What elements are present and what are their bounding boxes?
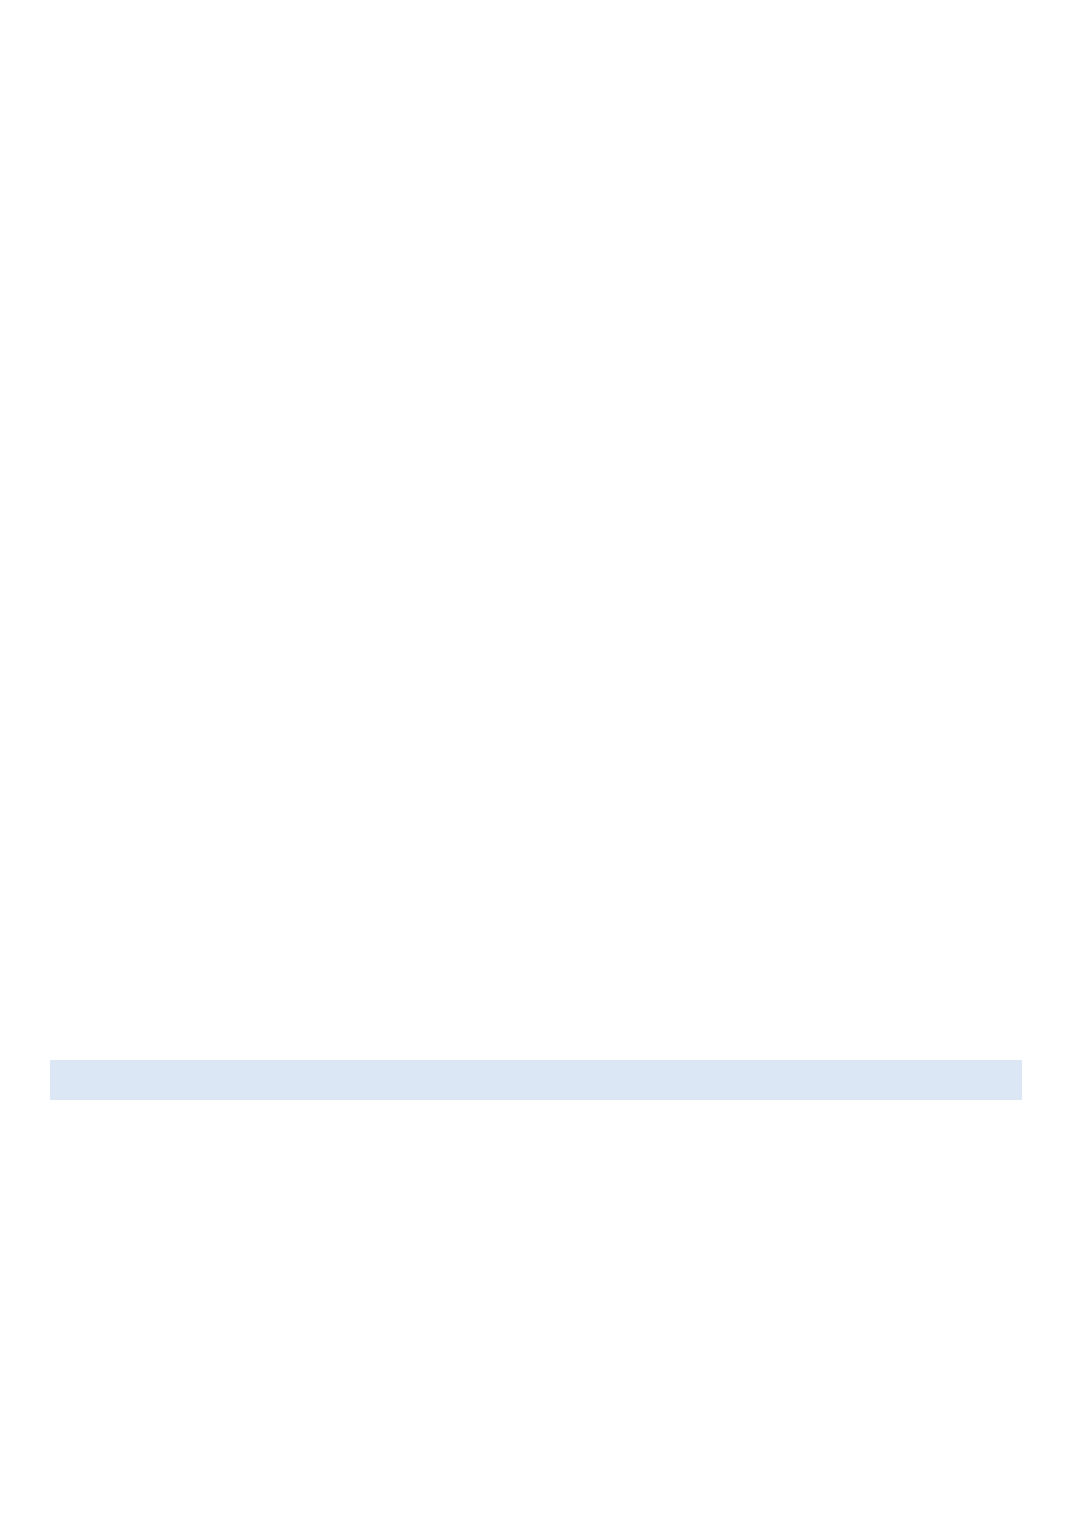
heading-recognize [0,1390,1080,1442]
heading-read [0,1116,1080,1168]
section-header [50,1060,1022,1100]
heading-write [0,1182,1080,1234]
